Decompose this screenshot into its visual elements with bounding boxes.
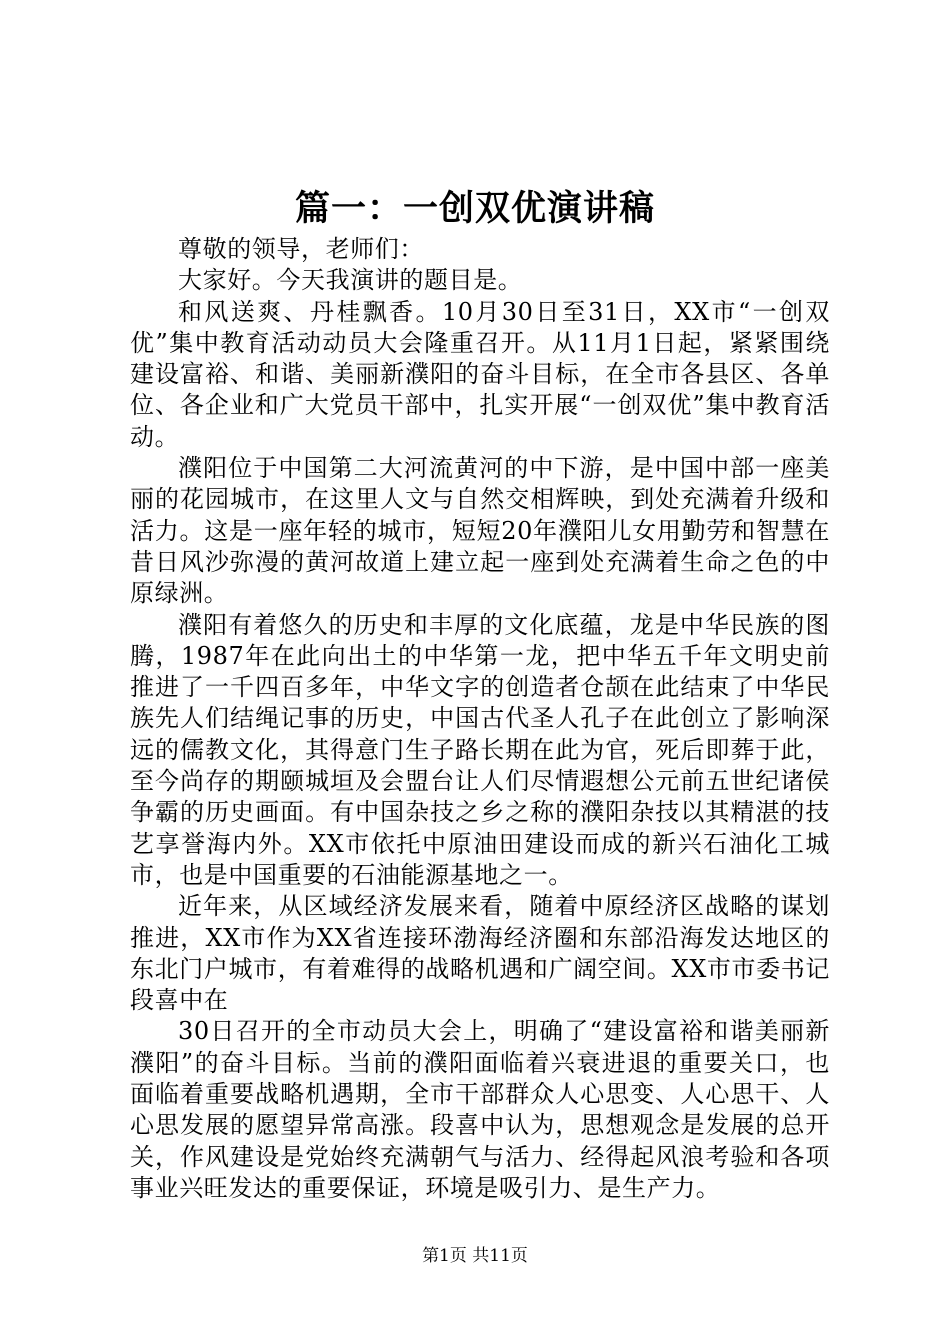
page-number-footer: 第1页 共11页 bbox=[422, 1246, 528, 1266]
document-title: 篇一：一创双优演讲稿 bbox=[294, 188, 655, 229]
greeting-paragraph: 尊敬的领导，老师们： bbox=[178, 235, 424, 263]
intro-paragraph: 大家好。今天我演讲的题目是。 bbox=[178, 266, 523, 295]
body-paragraph: 濮阳位于中国第二大河流黄河的中下游，是中国中部一座美丽的花园城市，在这里人文与自然交相辉映，到处充满着升级和活力。这是一座年轻的城市，短短20年濮阳儿女用勤劳和智慧在昔日风沙弥漫的黄河故道上建立起一座到处充满着生命之色的中原绿洲。 bbox=[130, 454, 830, 608]
body-paragraph: 30日召开的全市动员大会上，明确了“建设富裕和谐美丽新濮阳”的奋斗目标。当前的濮阳面临着兴衰进退的重要关口，也面临着重要战略机遇期，全市干部群众人心思变、人心思干、人心思发展的愿望异常高涨。段喜中认为，思想观念是发展的总开关，作风建设是党始终充满朝气与活力、经得起风浪考验和各项事业兴旺发达的重要保证，环境是吸引力、是生产力。 bbox=[130, 1017, 830, 1202]
document-body bbox=[130, 234, 830, 1204]
body-paragraph: 近年来，从区域经济发展来看，随着中原经济区战略的谋划推进，XX市作为XX省连接环渤海经济圈和东部沿海发达地区的东北门户城市，有着难得的战略机遇和广阔空间。XX市市委书记段喜中在 bbox=[130, 892, 830, 1015]
body-paragraph: 濮阳有着悠久的历史和丰厚的文化底蕴，龙是中华民族的图腾，1987年在此向出土的中华第一龙，把中华五千年文明史前推进了一千四百多年，中华文字的创造者仓颉在此结束了中华民族先人们结绳记事的历史，中国古代圣人孔子在此创立了影响深远的儒教文化，其得意门生子路长期在此为官，死后即葬于此，至今尚存的期颐城垣及会盟台让人们尽情遐想公元前五世纪诸侯争霸的历史画面。有中国杂技之乡之称的濮阳杂技以其精湛的技艺享誉海内外。XX市依托中原油田建设而成的新兴石油化工城市，也是中国重要的石油能源基地之一。 bbox=[130, 610, 830, 889]
body-paragraph: 和风送爽、丹桂飘香。10月30日至31日，XX市“一创双优”集中教育活动动员大会隆重召开。从11月1日起，紧紧围绕建设富裕、和谐、美丽新濮阳的奋斗目标，在全市各县区、各单位、各企业和广大党员干部中，扎实开展“一创双优”集中教育活动。 bbox=[130, 297, 830, 451]
